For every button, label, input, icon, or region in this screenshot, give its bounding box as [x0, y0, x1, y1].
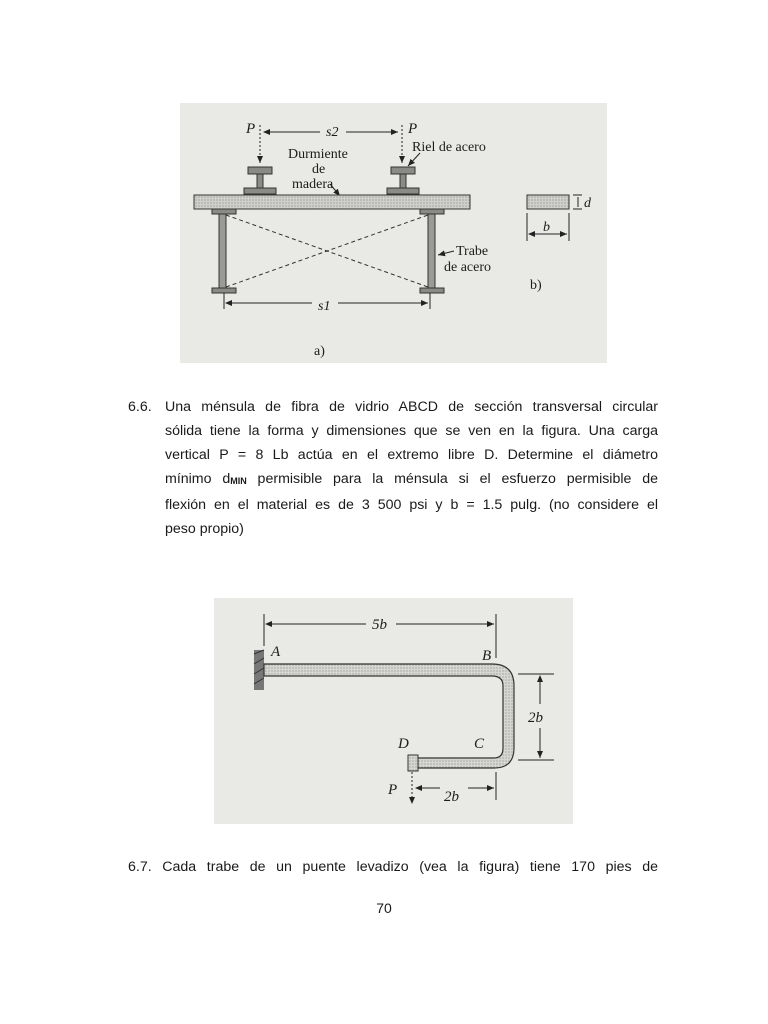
rail-right	[387, 167, 419, 194]
point-c-label: C	[474, 736, 485, 752]
dimension-s1-label: s1	[318, 299, 331, 314]
rail-label	[408, 140, 486, 166]
girder-label	[438, 244, 491, 275]
problem-line: flexión en el material es de 3 500 psi y b = 1.5 pulg. (no considere el	[165, 497, 658, 513]
dimension-5b	[264, 614, 496, 658]
svg-text:de: de	[312, 162, 326, 177]
problem-line: vertical P = 8 Lb actúa en el extremo libre D. Determine el diámetro	[165, 447, 658, 463]
svg-text:madera: madera	[292, 177, 334, 192]
point-a-label: A	[271, 644, 281, 660]
dimension-2b-vertical-label: 2b	[528, 710, 543, 726]
problem-line: peso propio)	[165, 521, 244, 537]
problem-6-6	[128, 395, 658, 541]
wall-support	[254, 650, 264, 690]
point-d-label: D	[398, 736, 409, 752]
svg-text:de acero: de acero	[444, 260, 492, 275]
svg-text:Riel de acero: Riel de acero	[412, 140, 486, 155]
cross-bracing	[226, 215, 428, 287]
point-b-label: B	[482, 648, 492, 664]
dimension-s1	[224, 293, 430, 314]
dimension-s2	[264, 125, 398, 140]
figure1-part-a: a)	[314, 344, 325, 359]
figure-rail-sleeper	[180, 103, 607, 363]
dimension-s2-label: s2	[326, 125, 339, 140]
dimension-2b-vertical	[518, 674, 554, 760]
load-label-left: P	[246, 121, 256, 137]
girder-left	[212, 209, 236, 293]
svg-text:Durmiente: Durmiente	[288, 147, 348, 162]
page-number: 70	[376, 900, 392, 916]
figure1-part-b: b)	[530, 278, 542, 293]
sleeper-label	[288, 147, 348, 196]
problem-line: sólida tiene la forma y dimensiones que se ven en la figura. Una carga	[165, 423, 658, 439]
dimension-b-label: b	[543, 220, 550, 235]
dimension-2b-horizontal	[416, 772, 496, 805]
svg-text:Trabe: Trabe	[456, 244, 489, 259]
dimension-2b-horizontal-label: 2b	[444, 789, 459, 805]
wood-sleeper	[194, 195, 470, 209]
figure-bracket-abcd	[214, 598, 573, 824]
rail-left	[244, 167, 276, 194]
dimension-d-label: d	[584, 196, 591, 211]
girder-right	[420, 209, 444, 293]
load-p-label: P	[388, 782, 398, 798]
bracket-abcd	[264, 664, 514, 768]
sleeper-cross-section	[527, 195, 592, 241]
bracket-end-d	[408, 755, 418, 771]
problem-line: Una ménsula de fibra de vidrio ABCD de sección transversal circular	[165, 399, 658, 415]
load-label-right: P	[408, 121, 418, 137]
problem-number: 6.6.	[128, 399, 152, 415]
problem-line: 6.7. Cada trabe de un puente levadizo (vea la figura) tiene 170 pies de	[128, 859, 658, 875]
problem-line: mínimo $d_{MIN}$ permisible para la ménsula si el esfuerzo permisible de	[165, 471, 658, 487]
dimension-5b-label: 5b	[372, 617, 387, 633]
problem-6-7	[128, 855, 658, 879]
